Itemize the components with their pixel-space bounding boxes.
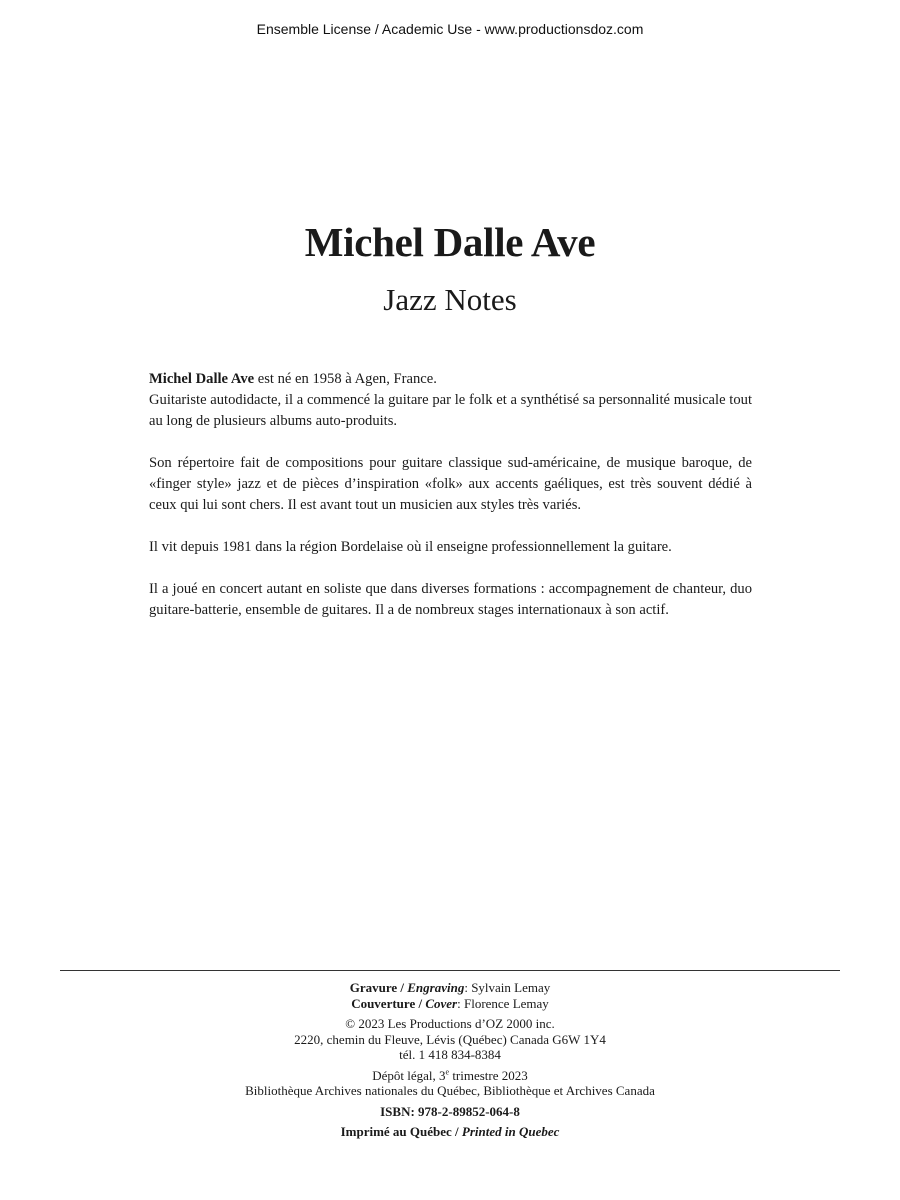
- copyright-line: © 2023 Les Productions d’OZ 2000 inc.: [345, 1016, 555, 1031]
- legal-deposit-sup: e: [445, 1067, 450, 1077]
- cover-label-en: Cover: [425, 995, 458, 1011]
- bio-paragraph-2: Son répertoire fait de compositions pour guitare classique sud-américaine, de musique baroque, de «finger style» jazz et de pièces d’inspiration «folk» aux accents gaéliques, est très souvent dédié à ceux qui lui sont chers. Il est avant tout un musicien aux styles très variés.: [149, 455, 752, 513]
- engraving-name: : Sylvain Lemay: [464, 980, 551, 995]
- printed-in-fr: Imprimé au Québec /: [340, 1124, 462, 1139]
- engraving-label-en: Engraving: [407, 980, 465, 995]
- bio-composer-name: Michel Dalle Ave: [149, 371, 255, 387]
- bio-paragraph-1-continued: Guitariste autodidacte, il a commencé la guitare par le folk et a synthétisé sa personnalité musicale tout au long de plusieurs albums auto-produits.: [149, 392, 752, 429]
- cover-label-fr: Couverture /: [351, 995, 426, 1011]
- legal-deposit-prefix: Dépôt légal, 3: [372, 1067, 446, 1083]
- biography: [149, 369, 752, 642]
- libraries-line: Bibliothèque Archives nationales du Québec, Bibliothèque et Archives Canada: [245, 1083, 655, 1098]
- cover-name: : Florence Lemay: [457, 995, 549, 1011]
- publisher-address: 2220, chemin du Fleuve, Lévis (Québec) Canada G6W 1Y4: [294, 1031, 606, 1047]
- isbn: ISBN: 978-2-89852-064-8: [380, 1103, 520, 1119]
- footer-divider: [60, 970, 840, 971]
- printed-in-en: Printed in Quebec: [461, 1124, 560, 1139]
- bio-paragraph-1: [149, 369, 752, 390]
- bio-birth-text: est né en 1958 à Agen, France.: [254, 371, 437, 387]
- engraving-credit: [0, 980, 900, 996]
- license-notice: Ensemble License / Academic Use - www.productionsdoz.com: [256, 21, 644, 37]
- composer-name: Michel Dalle Ave: [304, 219, 596, 265]
- printed-in: [0, 1124, 900, 1140]
- bio-paragraph-4: Il a joué en concert autant en soliste que dans diverses formations : accompagnement de chanteur, duo guitare-batterie, ensemble de guitares. Il a de nombreux stages internationaux à son actif.: [149, 581, 752, 618]
- bio-paragraph-3: Il vit depuis 1981 dans la région Bordelaise où il enseigne professionnellement la guitare.: [149, 539, 672, 555]
- legal-deposit-suffix: trimestre 2023: [449, 1067, 528, 1083]
- work-title: Jazz Notes: [383, 282, 517, 317]
- legal-deposit: [0, 1068, 900, 1084]
- colophon: [0, 980, 900, 1140]
- engraving-label-fr: Gravure /: [349, 980, 408, 995]
- publisher-phone: tél. 1 418 834-8384: [399, 1047, 501, 1062]
- cover-credit: [0, 996, 900, 1012]
